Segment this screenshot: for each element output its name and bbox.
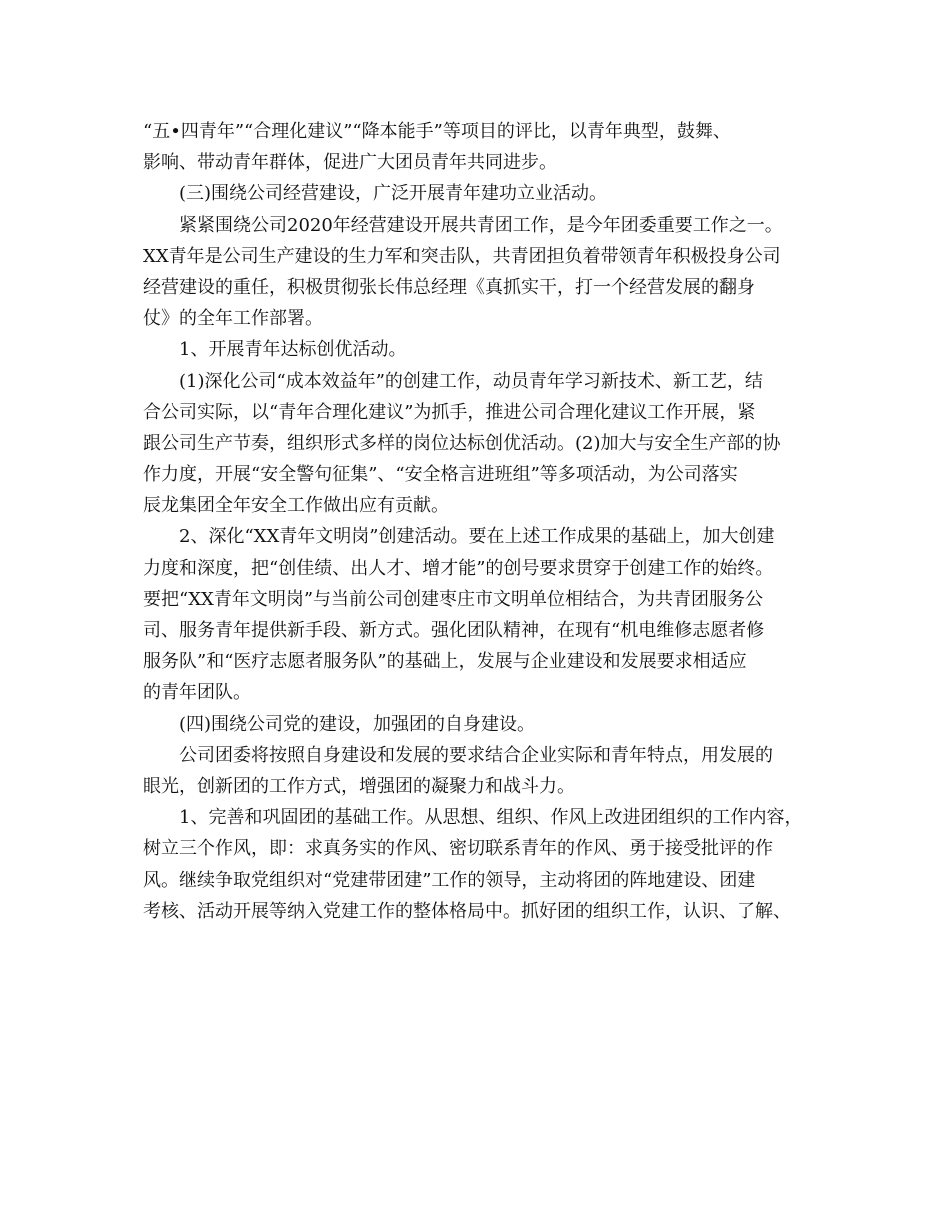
text-line: (四)围绕公司党的建设，加强团的自身建设。 [179,713,536,735]
text-line: 考核、活动开展等纳入党建工作的整体格局中。抓好团的组织工作，认识、了解、 [143,900,791,922]
text-line: “五•四青年”“合理化建议”“降本能手”等项目的评比，以青年典型，鼓舞、 [143,121,731,142]
text-line: XX青年是公司生产建设的生力军和突击队，共青团担负着带领青年积极投身公司 [143,245,781,267]
text-line: 仗》的全年工作部署。 [143,308,323,330]
text-line: 力度和深度，把“创佳绩、出人才、增才能”的创号要求贯穿于创建工作的始终。 [143,557,774,579]
text-line: 紧紧围绕公司2020年经营建设开展共青团工作，是今年团委重要工作之一。 [179,214,783,236]
text-line: 影响、带动青年群体，促进广大团员青年共同进步。 [143,152,557,174]
text-line: 树立三个作风，即：求真务实的作风、密切联系青年的作风、勇于接受批评的作 [143,838,773,860]
text-line: 1、完善和巩固团的基础工作。从思想、组织、作风上改进团组织的工作内容， [179,807,803,829]
text-line: (1)深化公司“成本效益年”的创建工作，动员青年学习新技术、新工艺，结 [179,370,763,392]
text-line: 公司团委将按照自身建设和发展的要求结合企业实际和青年特点，用发展的 [179,744,773,766]
text-line: 眼光，创新团的工作方式，增强团的凝聚力和战斗力。 [143,775,575,797]
text-line: 的青年团队。 [143,682,251,704]
text-line: 合公司实际，以“青年合理化建议”为抓手，推进公司合理化建议工作开展，紧 [143,401,756,423]
text-line: 风。继续争取党组织对“党建带团建”工作的领导，主动将团的阵地建设、团建 [143,869,756,891]
text-line: 作力度，开展“安全警句征集”、“安全格言进班组”等多项活动，为公司落实 [143,464,738,486]
text-line: 司、服务青年提供新手段、新方式。强化团队精神，在现有“机电维修志愿者修 [143,620,765,641]
text-line: 经营建设的重任，积极贯彻张长伟总经理《真抓实干，打一个经营发展的翻身 [143,276,755,298]
text-line: 2、深化“XX青年文明岗”创建活动。要在上述工作成果的基础上，加大创建 [179,526,775,548]
text-line: 服务队”和“医疗志愿者服务队”的基础上，发展与企业建设和发展要求相适应 [143,651,747,673]
text-line: 辰龙集团全年安全工作做出应有贡献。 [143,495,449,517]
text-line: 跟公司生产节奏，组织形式多样的岗位达标创优活动。(2)加大与安全生产部的协 [143,432,781,454]
document-body [143,116,823,927]
text-line: (三)围绕公司经营建设，广泛开展青年建功立业活动。 [179,183,608,205]
text-line: 1、开展青年达标创优活动。 [179,339,407,361]
text-line: 要把“XX青年文明岗”与当前公司创建枣庄市文明单位相结合，为共青团服务公 [143,588,764,610]
